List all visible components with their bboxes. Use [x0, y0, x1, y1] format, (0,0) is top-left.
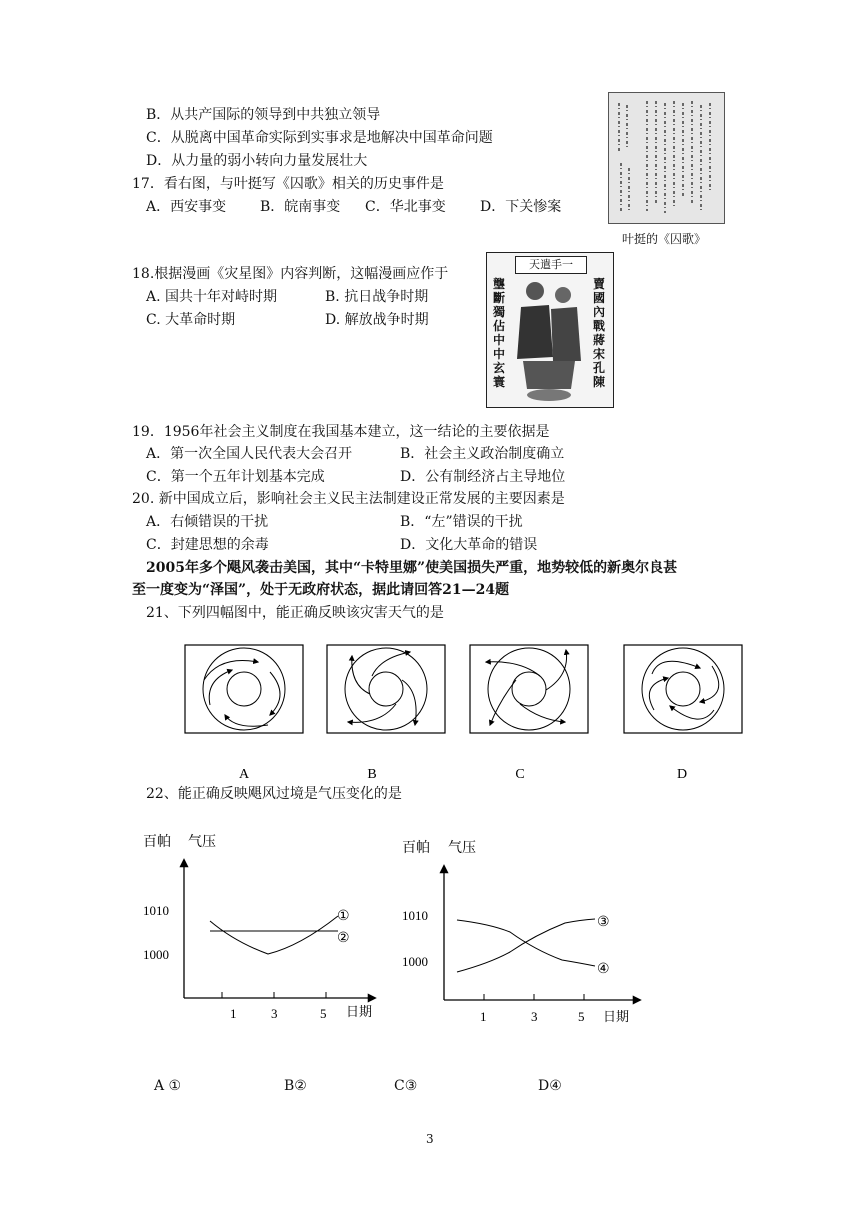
- q17-option-a: A．西安事变: [146, 199, 227, 215]
- q20-option-c: C．封建思想的余毒: [146, 537, 269, 553]
- q19-option-c: C．第一个五年计划基本完成: [146, 469, 325, 485]
- cyclone-label-a: A: [238, 767, 250, 782]
- left-ytick-1010: 1010: [143, 903, 169, 918]
- q22-option-c: C③: [394, 1078, 418, 1094]
- left-xtick-5: 5: [320, 1006, 327, 1021]
- pressure-chart-left: [143, 833, 375, 1021]
- q22-option-b: B②: [284, 1078, 307, 1094]
- right-ytick-1000: 1000: [402, 954, 428, 969]
- q17-option-c: C．华北事变: [365, 199, 446, 215]
- qiuge-caption: 叶挺的《囚歌》: [622, 232, 707, 246]
- q20-option-b: B．“左”错误的干扰: [400, 514, 523, 530]
- cyclone-diagram-b: [327, 645, 445, 733]
- right-title-label: 气压: [448, 841, 476, 856]
- series-line-1: [210, 916, 338, 954]
- q18-option-d: D. 解放战争时期: [325, 312, 429, 328]
- cartoon-banner: 天遣手一: [515, 256, 587, 274]
- series-label-2: ②: [337, 931, 350, 946]
- q18-stem: 18.根据漫画《灾星图》内容判断，这幅漫画应作于: [132, 266, 449, 282]
- cartoon-right-text: 賣國內戰蔣宋孔陳: [593, 277, 606, 389]
- series-label-1: ①: [337, 909, 350, 924]
- cyclone-diagram-d: [624, 645, 742, 733]
- q19-option-d: D．公有制经济占主导地位: [400, 469, 566, 485]
- q17-stem: 17．看右图，与叶挺写《囚歌》相关的历史事件是: [132, 176, 444, 192]
- passage-line-2: 至一度变为“泽国”，处于无政府状态，据此请回答21—24题: [132, 582, 510, 598]
- q19-option-a: A．第一次全国人民代表大会召开: [146, 446, 353, 462]
- q21-stem: 21、下列四幅图中，能正确反映该灾害天气的是: [146, 605, 444, 621]
- series-label-3: ③: [597, 915, 610, 930]
- q22-option-d: D④: [538, 1078, 562, 1094]
- left-xlabel: 日期: [346, 1004, 373, 1019]
- q16-option-b: B．从共产国际的领导到中共独立领导: [146, 107, 381, 123]
- cartoon-left-text: 壟斷獨佔中中玄寰: [493, 277, 506, 389]
- q22-stem: 22、能正确反映飓风过境是气压变化的是: [146, 786, 402, 802]
- q19-stem: 19．1956年社会主义制度在我国基本建立，这一结论的主要依据是: [132, 424, 550, 440]
- pressure-chart-right: [402, 839, 640, 1024]
- right-xtick-1: 1: [480, 1009, 487, 1024]
- series-label-4: ④: [597, 962, 610, 977]
- right-unit-label: 百帕: [402, 841, 430, 856]
- q16-option-c: C．从脱离中国革命实际到实事求是地解决中国革命问题: [146, 130, 493, 146]
- series-line-3: [457, 919, 595, 972]
- left-title-label: 气压: [188, 835, 216, 850]
- qiuge-manuscript-image: [608, 92, 725, 224]
- q17-option-b: B．皖南事变: [260, 199, 341, 215]
- series-line-4: [457, 920, 595, 966]
- left-ytick-1000: 1000: [143, 947, 169, 962]
- manuscript-scribble-icon: [609, 93, 724, 223]
- q18-option-a: A. 国共十年对峙时期: [146, 289, 278, 305]
- q22-option-a: A ①: [154, 1078, 182, 1094]
- right-ytick-1010: 1010: [402, 908, 428, 923]
- q16-option-d: D．从力量的弱小转向力量发展壮大: [146, 153, 368, 169]
- right-xtick-3: 3: [531, 1009, 538, 1024]
- cyclone-label-d: D: [676, 767, 688, 782]
- cyclone-diagrams: [0, 630, 860, 790]
- q19-option-b: B．社会主义政治制度确立: [400, 446, 565, 462]
- left-xtick-1: 1: [230, 1006, 237, 1021]
- cyclone-diagram-a: [185, 645, 303, 733]
- q18-option-b: B. 抗日战争时期: [325, 289, 429, 305]
- left-xtick-3: 3: [271, 1006, 278, 1021]
- q17-option-d: D．下关惨案: [480, 199, 562, 215]
- cyclone-label-b: B: [367, 767, 377, 782]
- cartoon-figures-icon: [513, 277, 585, 403]
- q18-option-c: C. 大革命时期: [146, 312, 236, 328]
- cyclone-label-c: C: [515, 767, 525, 782]
- cyclone-diagram-c: [470, 645, 588, 733]
- right-xlabel: 日期: [603, 1009, 630, 1024]
- q20-option-a: A．右倾错误的干扰: [146, 514, 269, 530]
- q20-option-d: D．文化大革命的错误: [400, 537, 538, 553]
- left-unit-label: 百帕: [143, 835, 171, 850]
- pressure-charts: [0, 820, 860, 1040]
- disaster-star-cartoon: [486, 252, 614, 408]
- right-xtick-5: 5: [578, 1009, 585, 1024]
- page-number: 3: [426, 1132, 434, 1146]
- q20-stem: 20. 新中国成立后，影响社会主义民主法制建设正常发展的主要因素是: [132, 491, 565, 507]
- passage-line-1: 2005年多个飓风袭击美国，其中“卡特里娜”使美国损失严重，地势较低的新奥尔良甚: [146, 560, 678, 576]
